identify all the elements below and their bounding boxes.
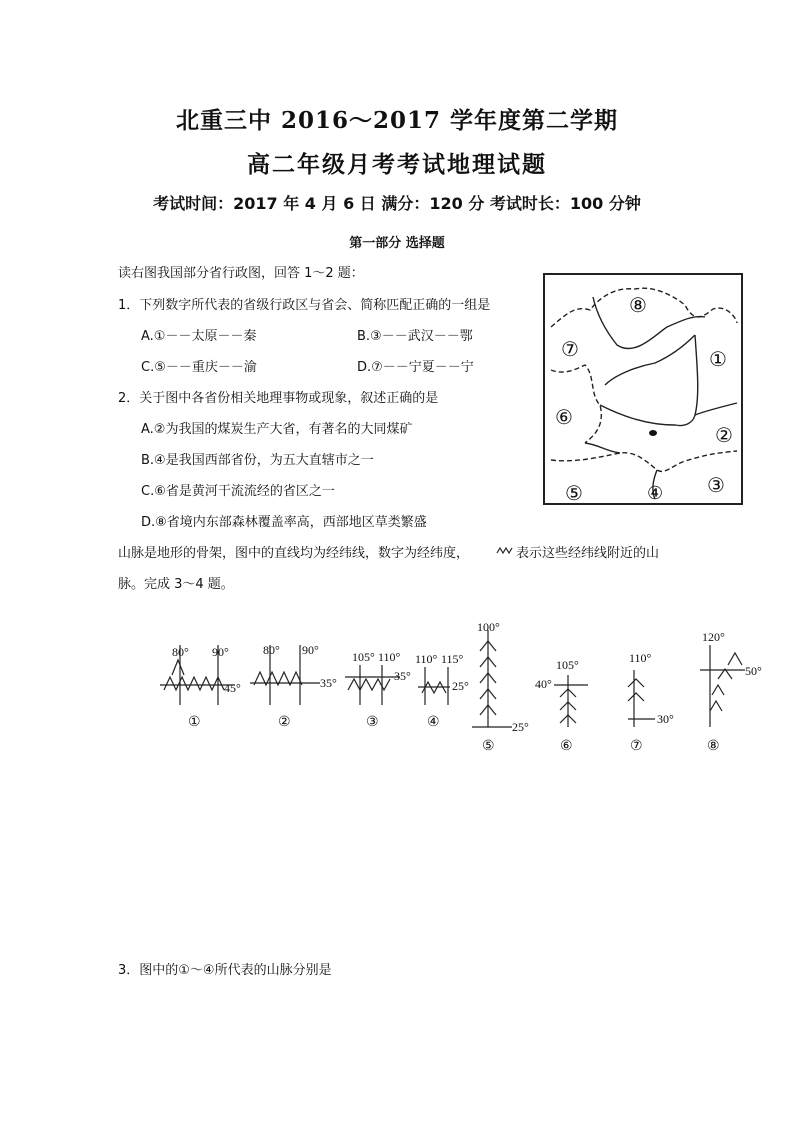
mtn1-lon-a: 80° (172, 645, 189, 659)
q1-option-d: D.⑦－－宁夏－－宁 (357, 360, 474, 375)
mtn6-lon: 105° (556, 658, 579, 672)
intro-text: 读右图我国部分省行政图，回答 1～2 题： (118, 266, 364, 281)
map-region-6: ⑥ (555, 405, 573, 429)
mtn7-lon: 110° (629, 651, 652, 665)
mtn5-lat: 25° (512, 720, 529, 734)
map-region-7: ⑦ (561, 337, 579, 361)
exam-info: 考试时间：2017 年 4 月 6 日 满分：120 分 考试时长：100 分钟 (153, 194, 641, 213)
mtn8-lon: 120° (702, 630, 725, 644)
q2-option-d: D.⑧省境内东部森林覆盖率高，西部地区草类繁盛 (141, 515, 427, 530)
q2-option-c: C.⑥省是黄河干流流经的省区之一 (141, 484, 335, 499)
mtn7-lat: 30° (657, 712, 674, 726)
mtn5-number: ⑤ (482, 738, 495, 754)
map-region-8: ⑧ (629, 293, 647, 317)
q3-stem: 3．图中的①～④所代表的山脉分别是 (118, 963, 332, 978)
mtn3-lon-a: 105° (352, 650, 375, 664)
mountain-symbol-icon (496, 545, 514, 555)
map-region-1: ① (709, 347, 727, 371)
passage-line1a: 山脉是地形的骨架，图中的直线均为经纬线，数字为经纬度， (118, 546, 470, 561)
q2-stem: 2．关于图中各省份相关地理事物或现象，叙述正确的是 (118, 391, 439, 406)
q2-option-b: B.④是我国西部省份，为五大直辖市之一 (141, 453, 374, 468)
mtn2-lon-a: 80° (263, 643, 280, 657)
map-region-5: ⑤ (565, 481, 583, 505)
q2-option-a: A.②为我国的煤炭生产大省，有著名的大同煤矿 (141, 422, 413, 437)
mtn2-lon-b: 90° (302, 643, 319, 657)
mtn3-lon-b: 110° (378, 650, 401, 664)
mtn6-lat: 40° (535, 677, 552, 691)
mtn1-lat: 45° (224, 681, 241, 695)
mtn8-number: ⑧ (707, 738, 720, 754)
mtn3-lat: 35° (394, 669, 411, 683)
province-map (543, 273, 743, 505)
mtn3-number: ③ (366, 714, 379, 730)
mtn4-number: ④ (427, 714, 440, 730)
q1-stem: 1．下列数字所代表的省级行政区与省会、简称匹配正确的一组是 (118, 298, 491, 313)
mtn6-number: ⑥ (560, 738, 573, 754)
map-region-4: ④ (647, 483, 664, 504)
mtn1-lon-b: 90° (212, 645, 229, 659)
map-region-3: ③ (707, 473, 725, 497)
mtn1-number: ① (188, 714, 201, 730)
mtn7-number: ⑦ (630, 738, 643, 754)
passage-line2: 脉。完成 3～4 题。 (118, 577, 234, 592)
mtn2-lat: 35° (320, 676, 337, 690)
mtn5-lon: 100° (477, 620, 500, 634)
q1-option-a: A.①－－太原－－秦 (141, 329, 257, 344)
q1-option-c: C.⑤－－重庆－－渝 (141, 360, 257, 375)
mtn8-lat: 50° (745, 664, 762, 678)
map-region-2: ② (715, 423, 733, 447)
passage-line1b: 表示这些经纬线附近的山 (516, 546, 660, 561)
section-heading: 第一部分 选择题 (349, 236, 445, 251)
mtn2-number: ② (278, 714, 291, 730)
mtn4-lon-a: 110° (415, 652, 438, 666)
q1-option-b: B.③－－武汉－－鄂 (357, 329, 473, 344)
exam-title: 北重三中 2016～2017 学年度第二学期 (175, 107, 619, 134)
mtn4-lon-b: 115° (441, 652, 464, 666)
exam-subtitle: 高二年级月考考试地理试题 (247, 151, 547, 178)
mtn4-lat: 25° (452, 679, 469, 693)
